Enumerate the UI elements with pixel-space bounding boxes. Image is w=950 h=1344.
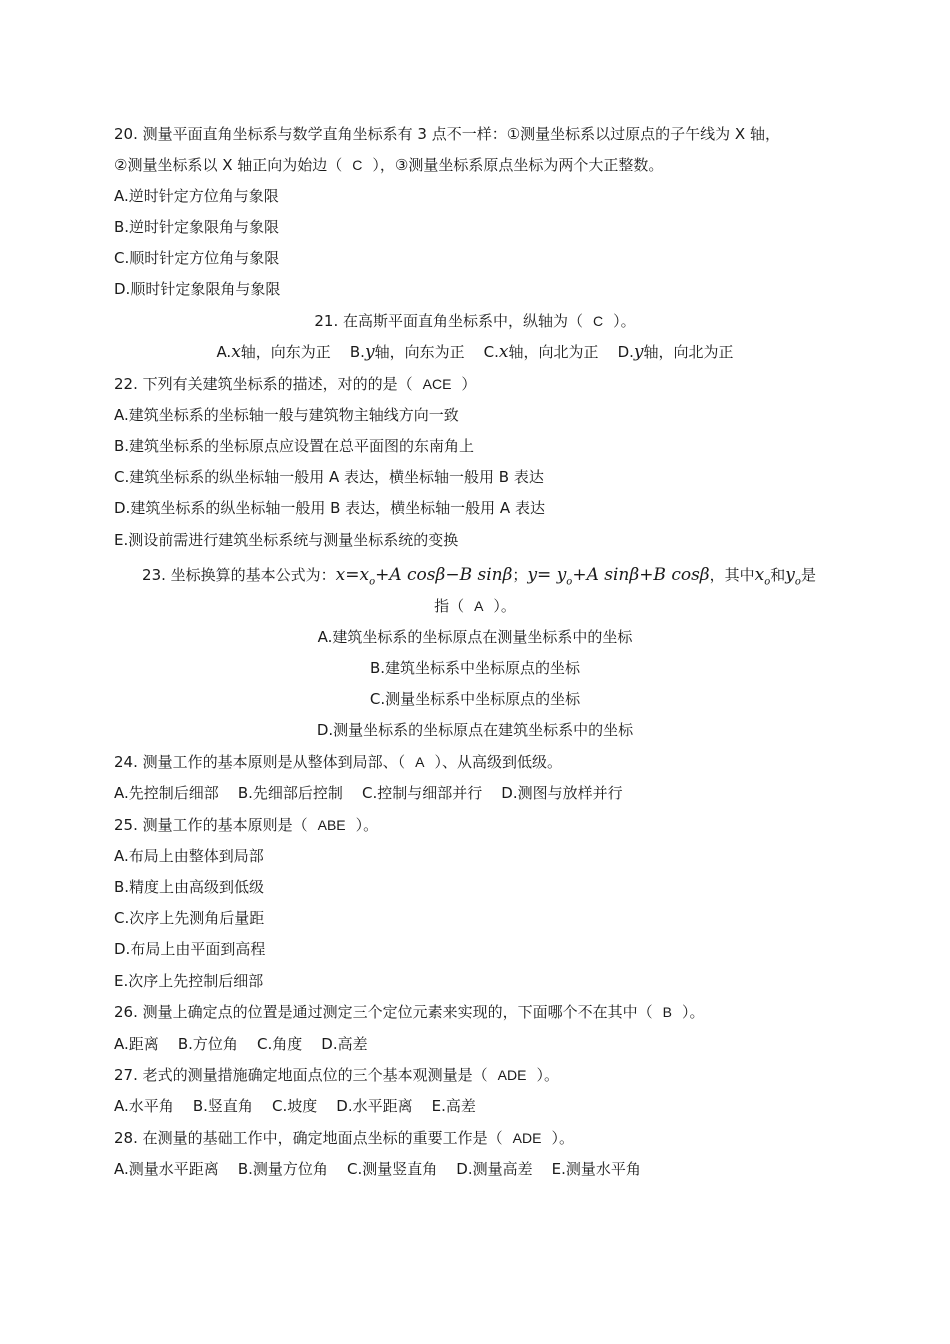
q23-formula-2-lhs: y= y <box>527 565 567 585</box>
q21-option-b-label: B. <box>349 343 365 361</box>
q27-options: A.水平角 B.竖直角 C.坡度 D.水平距离 E.高差 <box>114 1097 476 1115</box>
q22-option-c: C.建筑坐标系的纵坐标轴一般用 A 表达，横坐标轴一般用 B 表达 <box>114 468 544 486</box>
q28-answer: ADE <box>512 1130 542 1146</box>
q28-options: A.测量水平距离 B.测量方位角 C.测量竖直角 D.测量高差 E.测量水平角 <box>114 1160 641 1178</box>
q23-var-2-sub: o <box>794 576 801 588</box>
q25-option-a: A.布局上由整体到局部 <box>114 847 264 865</box>
q22-stem <box>114 369 844 400</box>
q23-var-2-letter: y <box>785 565 795 585</box>
q23-option-b: B.建筑坐标系中坐标原点的坐标 <box>369 659 581 677</box>
q25-option-d: D.布局上由平面到高程 <box>114 940 266 958</box>
q23-separator: ； <box>512 566 528 584</box>
q23-formula-1 <box>335 565 513 588</box>
q21-option-c-label: C. <box>483 343 499 361</box>
q23-stem-line2-post: ）。 <box>493 597 516 615</box>
q23-option-d: D.测量坐标系的坐标原点在建筑坐标系中的坐标 <box>316 721 634 739</box>
q21-option-a-text: 轴，向东为正 <box>240 343 331 361</box>
q24-stem-pre: 24. 测量工作的基本原则是从整体到局部、（ <box>114 753 406 771</box>
q20-answer: C <box>352 157 363 173</box>
q20-option-a: A.逆时针定方位角与象限 <box>114 187 279 205</box>
q21-option-c-text: 轴，向北为正 <box>508 343 599 361</box>
q23-formula-2 <box>527 565 710 588</box>
q21-option-b-var: y <box>364 342 375 362</box>
q24-options: A.先控制后细部 B.先细部后控制 C.控制与细部并行 D.测图与放样并行 <box>114 784 623 802</box>
q26-stem <box>114 997 844 1028</box>
q25-option-e: E.次序上先控制后细部 <box>114 972 264 990</box>
q25-option-c: C.次序上先测角后量距 <box>114 909 265 927</box>
q22-option-d: D.建筑坐标系的纵坐标轴一般用 B 表达，横坐标轴一般用 A 表达 <box>114 499 545 517</box>
q21-option-a <box>216 343 330 361</box>
q20-stem-line2 <box>114 150 844 181</box>
q25-stem-post: ）。 <box>355 816 379 834</box>
q26-stem-pre: 26. 测量上确定点的位置是通过测定三个定位元素来实现的，下面哪个不在其中（ <box>114 1003 653 1021</box>
q24-stem <box>114 747 844 778</box>
q21-option-a-label: A. <box>216 343 232 361</box>
q23-var-2 <box>785 565 801 588</box>
q23-stem-line1 <box>114 560 844 591</box>
q21-options <box>114 337 836 368</box>
q21-option-c-var: x <box>498 342 509 362</box>
q21-option-d-text: 轴，向北为正 <box>643 343 734 361</box>
q21-option-b-text: 轴，向东为正 <box>374 343 465 361</box>
q25-option-b: B.精度上由高级到低级 <box>114 878 265 896</box>
q23-and-text: 和 <box>770 566 786 584</box>
q23-stem-pre: 23. 坐标换算的基本公式为： <box>142 566 336 584</box>
q21-option-d-var: y <box>633 342 644 362</box>
q23-mid-text: ，其中 <box>709 566 755 584</box>
q20-option-c: C.顺时针定方位角与象限 <box>114 249 280 267</box>
q25-answer: ABE <box>317 817 346 833</box>
q20-stem-pre: ②测量坐标系以 X 轴正向为始边（ <box>114 156 343 174</box>
q23-stem-line2-pre: 指（ <box>434 597 465 615</box>
q26-options: A.距离 B.方位角 C.角度 D.高差 <box>114 1035 368 1053</box>
q23-var-1-sub: o <box>764 576 771 588</box>
q21-option-a-var: x <box>231 342 241 362</box>
q21-option-c <box>484 343 599 361</box>
q23-answer: A <box>474 598 484 614</box>
q26-stem-post: ）。 <box>681 1003 705 1021</box>
q28-stem-post: ）。 <box>551 1129 574 1147</box>
q25-stem <box>114 810 844 841</box>
q21-option-d-label: D. <box>617 343 634 361</box>
q28-stem-pre: 28. 在测量的基础工作中，确定地面点坐标的重要工作是（ <box>114 1129 503 1147</box>
q23-formula-1-lhs: x=x <box>335 565 370 585</box>
q20-stem-post: ），③测量坐标系原点坐标为两个大正整数。 <box>372 156 664 174</box>
q27-answer: ADE <box>497 1067 527 1083</box>
q21-stem-pre: 21. 在高斯平面直角坐标系中，纵轴为（ <box>314 312 583 330</box>
q23-var-1-letter: x <box>754 565 765 585</box>
q27-stem <box>114 1060 844 1091</box>
q23-option-a: A.建筑坐标系的坐标原点在测量坐标系中的坐标 <box>317 628 633 646</box>
q23-end-text: 是 <box>800 566 816 584</box>
q22-stem-pre: 22. 下列有关建筑坐标系的描述，对的的是（ <box>114 375 413 393</box>
q24-answer: A <box>415 754 425 770</box>
q20-option-d: D.顺时针定象限角与象限 <box>114 280 281 298</box>
q22-option-b: B.建筑坐标系的坐标原点应设置在总平面图的东南角上 <box>114 437 475 455</box>
q20-option-b: B.逆时针定象限角与象限 <box>114 218 280 236</box>
q28-stem <box>114 1123 844 1154</box>
q21-stem-post: ）。 <box>613 312 636 330</box>
q21-stem <box>114 306 836 337</box>
q23-formula-2-rhs: +A sinβ+B cosβ <box>572 565 710 585</box>
q27-stem-post: ）。 <box>536 1066 559 1084</box>
q26-answer: B <box>662 1004 672 1020</box>
q20-stem-line1: 20. 测量平面直角坐标系与数学直角坐标系有 3 点不一样：①测量坐标系以过原点的子午线为 X 轴， <box>114 125 780 143</box>
q21-answer: C <box>592 313 604 329</box>
q22-stem-post: ） <box>461 375 477 393</box>
q23-formula-2-sub: o <box>566 576 573 588</box>
q23-var-1 <box>754 565 771 588</box>
q22-option-a: A.建筑坐标系的坐标轴一般与建筑物主轴线方向一致 <box>114 406 459 424</box>
q21-option-b <box>350 343 465 361</box>
q23-formula-1-rhs: +A cosβ−B sinβ <box>375 565 513 585</box>
q21-option-d <box>618 343 734 361</box>
q24-stem-post: ）、从高级到低级。 <box>434 753 562 771</box>
q22-answer: ACE <box>422 376 452 392</box>
q23-option-c: C.测量坐标系中坐标原点的坐标 <box>369 690 581 708</box>
q22-option-e: E.测设前需进行建筑坐标系统与测量坐标系统的变换 <box>114 531 459 549</box>
q23-stem-line2 <box>114 591 836 622</box>
q27-stem-pre: 27. 老式的测量措施确定地面点位的三个基本观测量是（ <box>114 1066 488 1084</box>
q23-formula-1-sub: o <box>369 576 376 588</box>
q25-stem-pre: 25. 测量工作的基本原则是（ <box>114 816 308 834</box>
